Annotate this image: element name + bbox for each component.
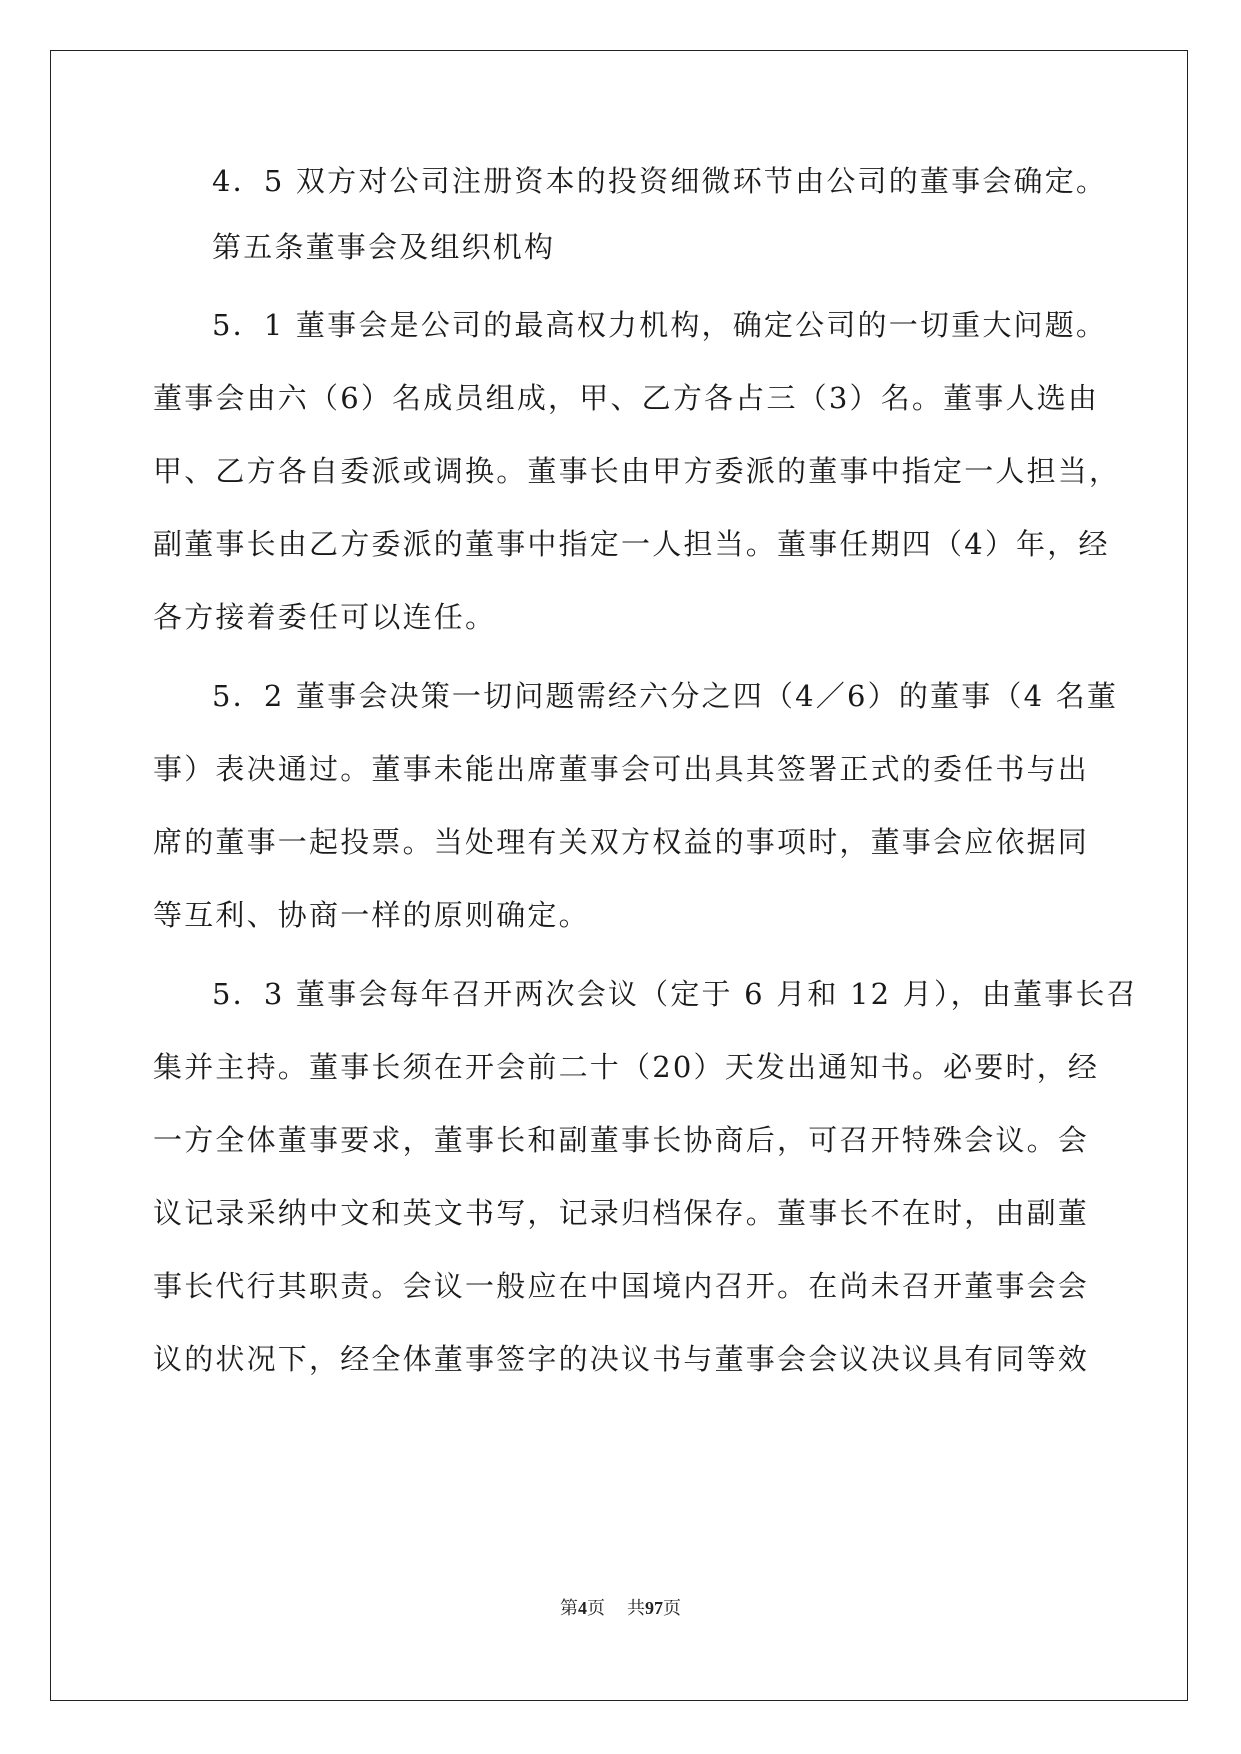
paragraph-5-3-line-5: 事长代行其职责。会议一般应在中国境内召开。在尚未召开董事会会 — [153, 1269, 1090, 1303]
paragraph-5-2-line-3: 席的董事一起投票。当处理有关双方权益的事项时，董事会应依据同 — [153, 825, 1090, 859]
footer-total-prefix: 共 — [627, 1598, 645, 1618]
footer-total-pages: 97 — [645, 1598, 663, 1618]
paragraph-5-2-line-1: 5．2 董事会决策一切问题需经六分之四（4／6）的董事（4 名董 — [212, 679, 1119, 713]
footer-page-prefix: 第 — [560, 1598, 578, 1618]
footer-page-number: 4 — [578, 1598, 587, 1618]
paragraph-5-1-line-4: 副董事长由乙方委派的董事中指定一人担当。董事任期四（4）年，经 — [153, 527, 1110, 561]
paragraph-5-3-line-1: 5．3 董事会每年召开两次会议（定于 6 月和 12 月），由董事长召 — [212, 977, 1138, 1011]
paragraph-5-3-line-2: 集并主持。董事长须在开会前二十（20）天发出通知书。必要时，经 — [153, 1050, 1100, 1084]
paragraph-5-3-line-3: 一方全体董事要求，董事长和副董事长协商后，可召开特殊会议。会 — [153, 1123, 1090, 1157]
footer-page-suffix: 页 — [587, 1598, 605, 1618]
paragraph-5-1-line-5: 各方接着委任可以连任。 — [153, 600, 497, 634]
paragraph-5-3-line-4: 议记录采纳中文和英文书写，记录归档保存。董事长不在时，由副董 — [153, 1196, 1090, 1230]
paragraph-5-1-line-1: 5．1 董事会是公司的最高权力机构，确定公司的一切重大问题。 — [212, 308, 1108, 342]
page-footer — [0, 1596, 1241, 1620]
paragraph-4-5-line-1: 4．5 双方对公司注册资本的投资细微环节由公司的董事会确定。 — [212, 164, 1108, 198]
footer-total-suffix: 页 — [663, 1598, 681, 1618]
page-frame — [50, 50, 1188, 1701]
paragraph-5-2-line-2: 事）表决通过。董事未能出席董事会可出具其签署正式的委任书与出 — [153, 752, 1090, 786]
paragraph-5-1-line-3: 甲、乙方各自委派或调换。董事长由甲方委派的董事中指定一人担当， — [153, 454, 1121, 488]
section-heading-article-5: 第五条董事会及组织机构 — [212, 230, 556, 264]
paragraph-5-1-line-2: 董事会由六（6）名成员组成，甲、乙方各占三（3）名。董事人选由 — [153, 381, 1100, 415]
paragraph-5-2-line-4: 等互利、协商一样的原则确定。 — [153, 898, 590, 932]
paragraph-5-3-line-6: 议的状况下，经全体董事签字的决议书与董事会会议决议具有同等效 — [153, 1342, 1090, 1376]
